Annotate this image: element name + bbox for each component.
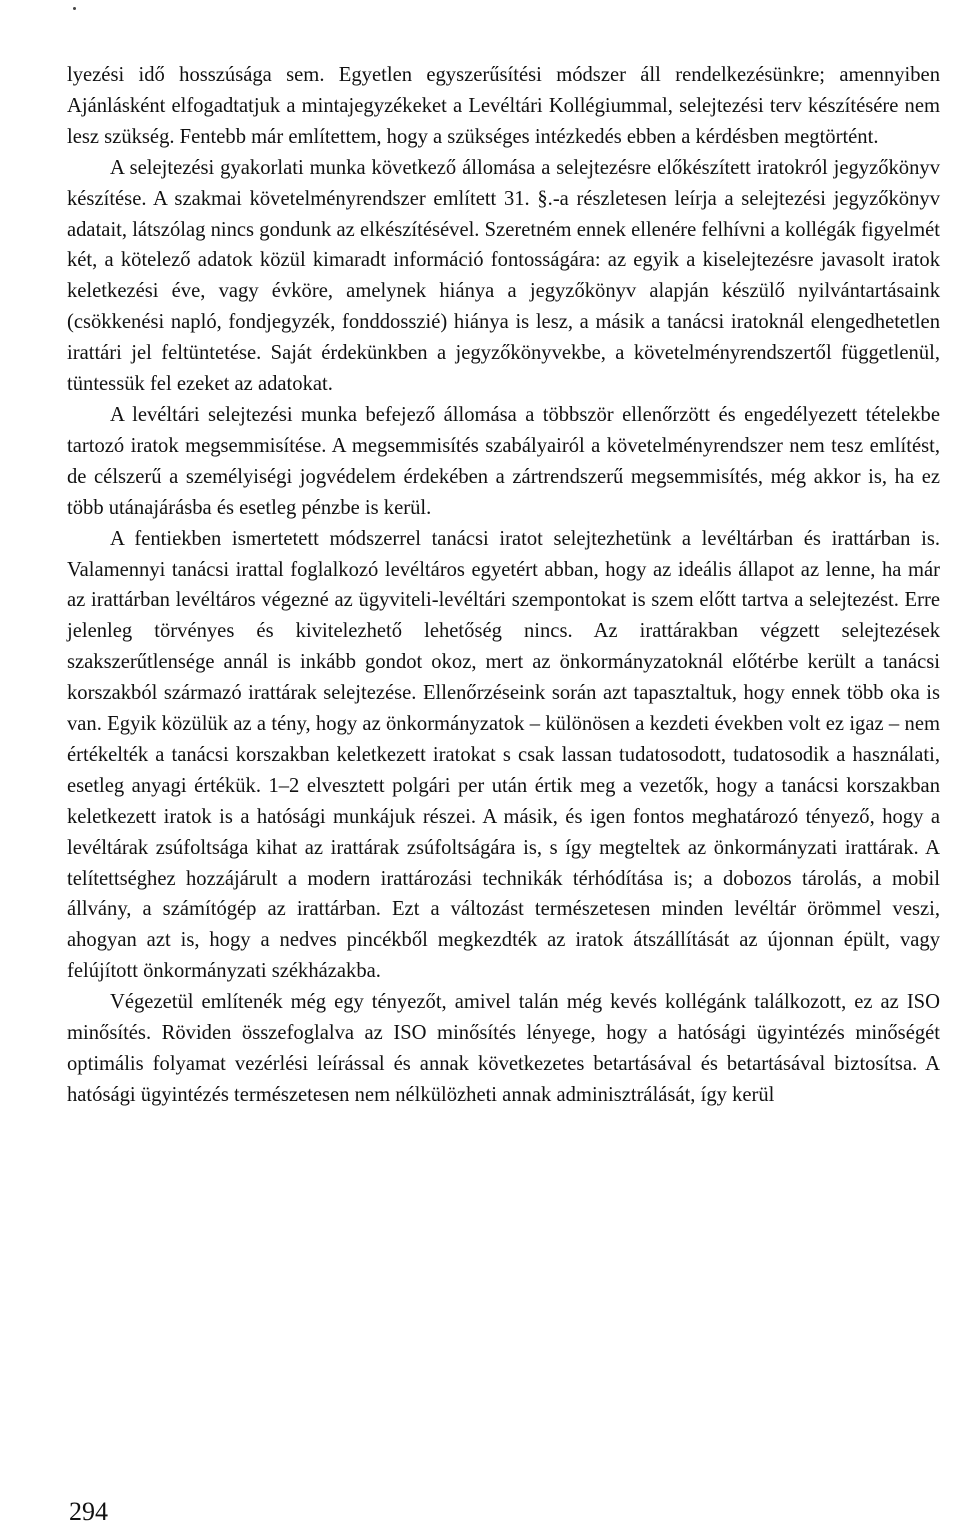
paragraph-irattarak: A fentiekben ismertetett módszerrel tanácsi iratot selejtezhetünk a levéltárban és irattárban is. Valamennyi tanácsi irattal foglalkozó levéltáros egyetért abban, hogy az ideális állapot az lenne, ha már az irattárban levéltáros végezné az ügyviteli-levéltári szempontokat is szem előtt tartva a selejtezést. Erre jelenleg törvényes és kivitelezhető lehetőség nincs. Az irattárakban végzett selejtezések szakszerűtlensége annál is inkább gondot okoz, mert az önkormányzatoknál előtérbe került a tanácsi korszakból származó irattárak selejtezése. Ellenőrzéseink során azt tapasztaltuk, hogy ennek több oka is van. Egyik közülük az a tény, hogy az önkormányzatok – különösen a kezdeti években volt ez igaz – nem értékelték a tanácsi korszakban keletkezett iratokat s csak lassan tudatosodott, tudatosodik a használati, esetleg anyagi értékük. 1–2 elvesztett polgári per után értik meg a vezetők, hogy a tanácsi korszakban keletkezett iratok is a hatósági munkájuk részei. A másik, és igen fontos meghatározó tényező, hogy a levéltárak zsúfoltsága kihat az irattárak zsúfoltságára is, s így megteltek az önkormányzati irattárak. A telítettséghez hozzájárult a modern irattározási technikák térhódítása is; a dobozos tárolás, a mobil állvány, a számítógép az irattárban. Ezt a változást természetesen minden levéltár örömmel veszi, ahogyan azt is, hogy a nedves pincékből megkezdték az iratok átszállítását az újonnan épült, vagy felújított önkormányzati székházakba. [67,527,940,983]
paragraph-jegyzokonyv: A selejtezési gyakorlati munka következő állomása a selejtezésre előkészített iratokról jegyzőkönyv készítése. A szakmai követelményrendszer említett 31. §.-a részletesen leírja a selejtezési jegyzőkönyv adatait, látszólag nincs gondunk az elkészítésével. Szeretném ennek ellenére felhívni a kollégák figyelmét két, a kötelező adatok közül kimaradt információ fontosságára: az egyik a kiselejtezésre javasolt iratok keletkezési éve, vagy évköre, amelynek hiánya a jegyzőkönyv alapján készülő nyilvántartásaink (csökkenési napló, fondjegyzék, fonddosszié) hiánya is lesz, a másik a tanácsi iratoknál elengedhetetlen irattári jel feltüntetése. Saját érdekünkben a jegyzőkönyvekbe, a követelményrendszertől függetlenül, tüntessük fel ezeket az adatokat. [67,156,940,396]
page-number: 294 [69,1497,108,1526]
scan-speck [73,7,76,10]
body-text [67,60,940,1111]
paragraph-iso: Végezetül említenék még egy tényezőt, amivel talán még kevés kollégánk találkozott, ez az ISO minősítés. Röviden összefoglalva az ISO minősítés lényege, hogy a hatósági ügyintézés minőségét optimális folyamat vezérlési leírással és annak következetes betartásával és betartásával biztosítsa. A hatósági ügyintézés természetesen nem nélkülözheti annak adminisztrálását, így kerül [67,991,940,1106]
paragraph-megsemmisites: A levéltári selejtezési munka befejező állomása a többször ellenőrzött és engedélyezett tételekbe tartozó iratok megsemmisítése. A megsemmisítés szabályairól a követelményrendszer nem tesz említést, de célszerű a személyiségi jogvédelem érdekében a zártrendszerű megsemmisítés, még akkor is, ha ez több utánajárásba és esetleg pénzbe is kerül. [67,403,940,519]
paragraph-continuation: lyezési idő hosszúsága sem. Egyetlen egyszerűsítési módszer áll rendelkezésünkre; amennyiben Ajánlásként elfogadtatjuk a mintajegyzékeket a Levéltári Kollégiummal, selejtezési terv készítésére nem lesz szükség. Fentebb már említettem, hogy a szükséges intézkedés ebben a kérdésben megtörtént. [67,64,940,148]
